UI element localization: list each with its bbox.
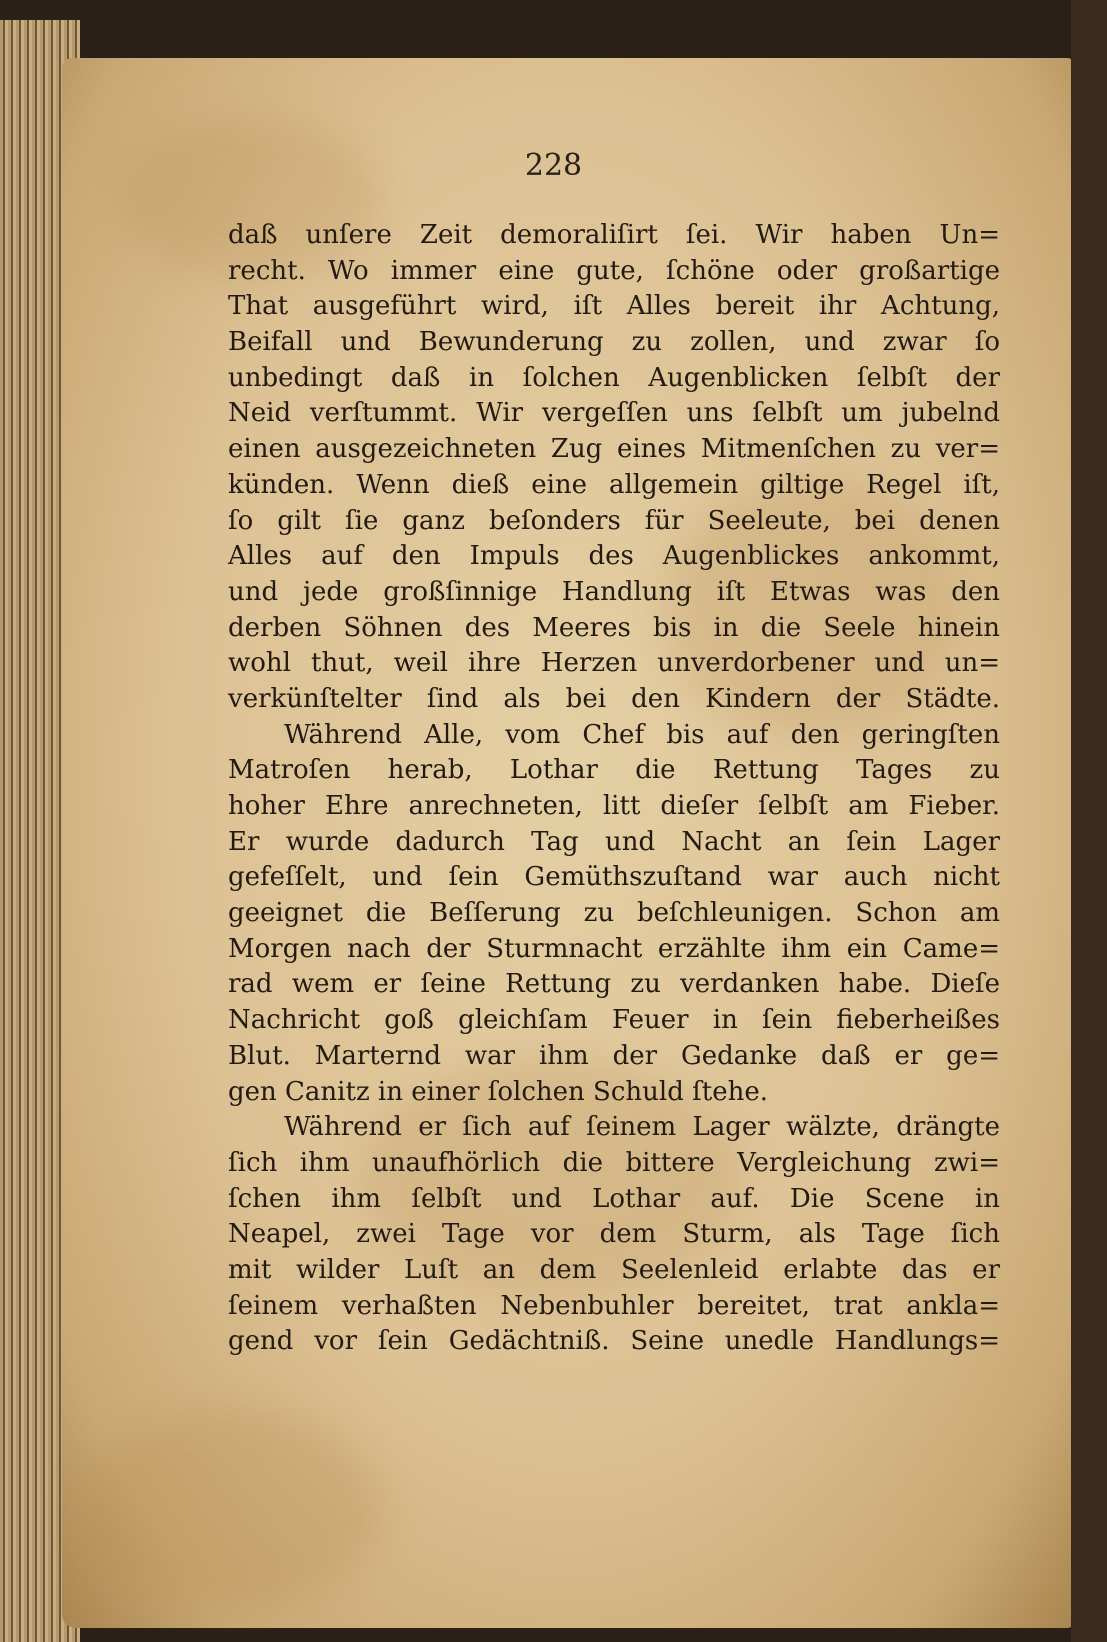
text-line: wohl thut, weil ihre Herzen unverdorbener und un= bbox=[228, 648, 1000, 679]
text-line: Beifall und Bewunderung zu zollen, und zwar ſo bbox=[228, 327, 1000, 358]
book-spine-edge bbox=[1071, 0, 1107, 1642]
text-line: Alles auf den Impuls des Augenblickes ankommt, bbox=[228, 541, 1000, 572]
page-number: 228 bbox=[524, 148, 583, 183]
text-line: rad wem er ſeine Rettung zu verdanken habe. Dieſe bbox=[228, 969, 1000, 1000]
text-line: Morgen nach der Sturmnacht erzählte ihm ein Came= bbox=[228, 933, 1000, 964]
text-line: einen ausgezeichneten Zug eines Mitmenſchen zu ver= bbox=[228, 434, 1000, 465]
text-line: Neapel, zwei Tage vor dem Sturm, als Tage ſich bbox=[228, 1219, 1000, 1250]
text-line: Nachricht goß gleichſam Feuer in ſein fieberheißes bbox=[228, 1005, 1000, 1036]
body-text bbox=[228, 218, 1000, 1360]
text-line: ſeinem verhaßten Nebenbuhler bereitet, trat ankla= bbox=[228, 1290, 1000, 1321]
text-line: recht. Wo immer eine gute, ſchöne oder großartige bbox=[228, 255, 1000, 286]
text-line: derben Söhnen des Meeres bis in die Seele hinein bbox=[228, 612, 1000, 643]
text-line: gefeſſelt, und ſein Gemüthszuſtand war auch nicht bbox=[228, 862, 1000, 893]
text-line: daß unſere Zeit demoraliſirt ſei. Wir haben Un= bbox=[228, 220, 1000, 250]
text-line: hoher Ehre anrechneten, litt dieſer ſelbſt am Fieber. bbox=[228, 791, 1000, 821]
text-line: Während Alle, vom Chef bis auf den geringſten bbox=[284, 719, 1000, 750]
text-line: gen Canitz in einer ſolchen Schuld ſtehe. bbox=[228, 1076, 768, 1107]
text-line: Während er ſich auf ſeinem Lager wälzte, drängte bbox=[284, 1112, 1000, 1143]
text-line: verkünſtelter ſind als bei den Kindern der Städte. bbox=[228, 683, 1000, 714]
text-line: künden. Wenn dieß eine allgemein giltige Regel iſt, bbox=[228, 469, 1000, 500]
text-line: Matroſen herab, Lothar die Rettung Tages zu bbox=[228, 755, 1000, 786]
text-line: That ausgeführt wird, iſt Alles bereit ihr Achtung, bbox=[228, 291, 1000, 322]
text-line: ſchen ihm ſelbſt und Lothar auf. Die Scene in bbox=[228, 1183, 1000, 1214]
text-line: geeignet die Beſſerung zu beſchleunigen. Schon am bbox=[228, 898, 1000, 929]
text-line: mit wilder Luſt an dem Seelenleid erlabte das er bbox=[228, 1254, 1000, 1285]
text-line: und jede großſinnige Handlung iſt Etwas was den bbox=[228, 576, 1000, 607]
text-line: ſo gilt ſie ganz beſonders für Seeleute, bei denen bbox=[228, 505, 1000, 536]
text-line: gend vor ſein Gedächtniß. Seine unedle Handlungs= bbox=[228, 1326, 1000, 1357]
text-line: ſich ihm unaufhörlich die bittere Vergleichung zwi= bbox=[228, 1147, 1000, 1178]
text-line: Er wurde dadurch Tag und Nacht an ſein Lager bbox=[228, 826, 1000, 857]
text-line: unbedingt daß in ſolchen Augenblicken ſelbſt der bbox=[228, 362, 1000, 393]
text-line: Blut. Marternd war ihm der Gedanke daß er ge= bbox=[228, 1040, 1000, 1071]
text-line: Neid verſtummt. Wir vergeſſen uns ſelbſt um jubelnd bbox=[228, 398, 1000, 429]
